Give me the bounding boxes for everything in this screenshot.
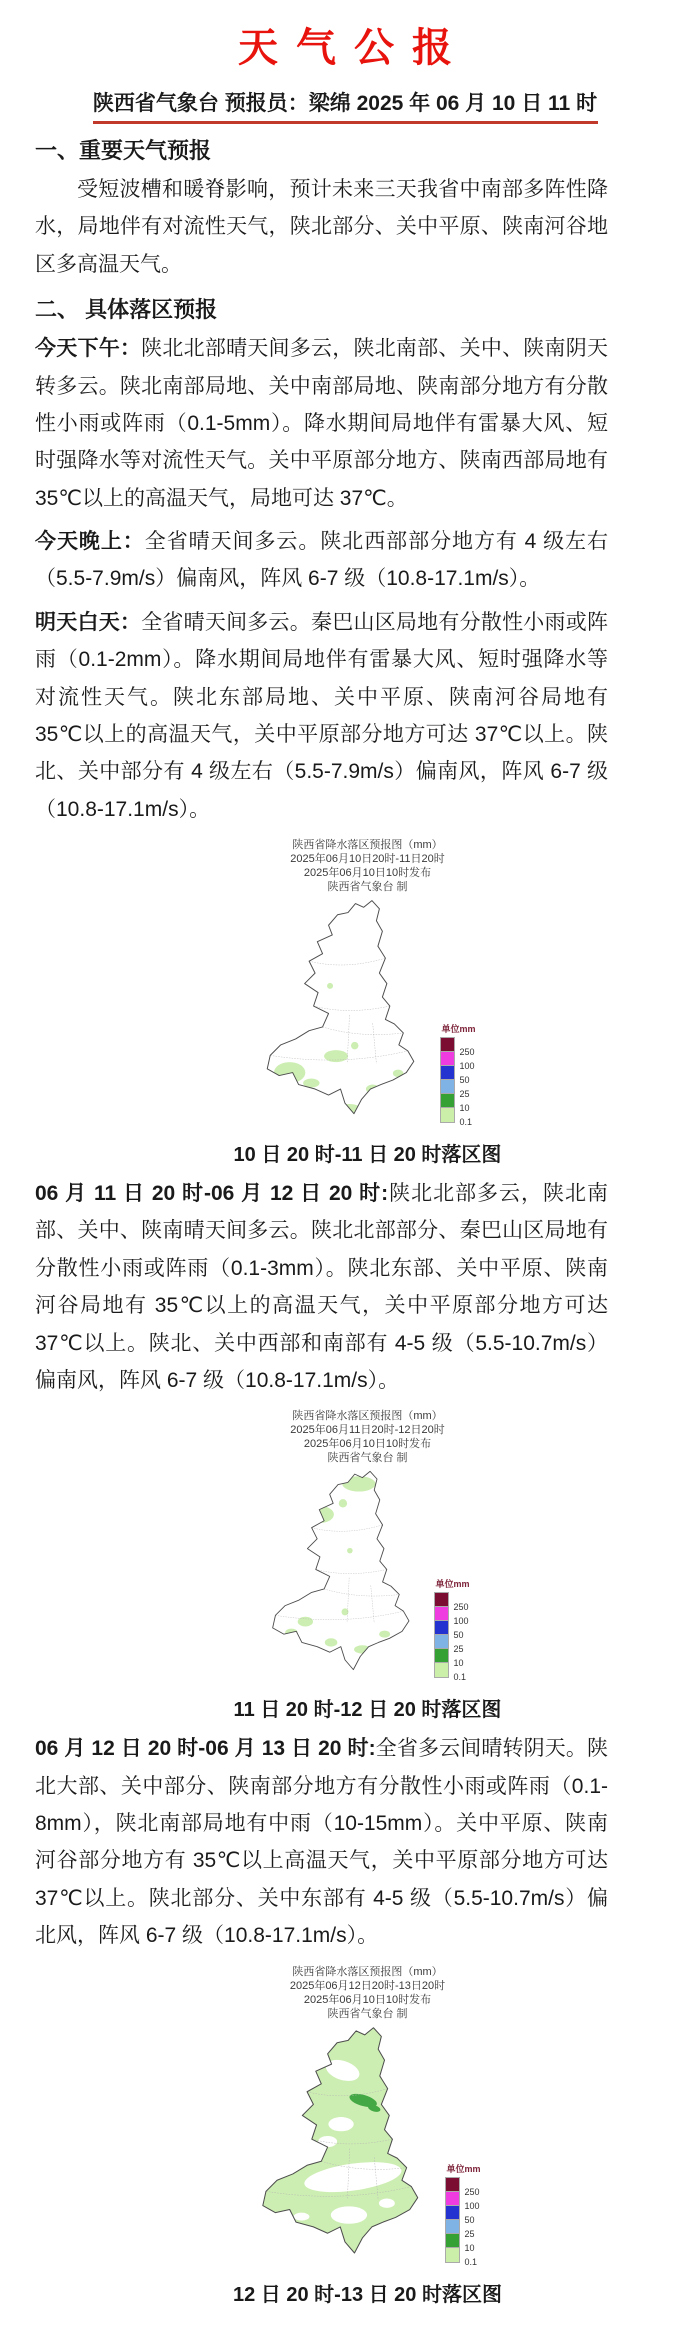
issuer-line: 陕西省气象台 预报员：梁绵 2025 年 06 月 10 日 11 时 xyxy=(92,92,598,115)
legend-value: 100 xyxy=(453,1616,469,1627)
forecast-text: 陕北北部多云，陕北南部、关中、陕南晴天间多云。陕北北部部分、秦巴山区局地有分散性小雨或阵雨（0.1-3mm）。陕北东部、关中平原、陕南河谷局地有 35℃以上的高温天气，关中平原部分地方可达 37℃以上。陕北、关中西部和南部有 4-5 级（5.5-10.7m/s）偏南风，阵风 6-7 级（10.8-17.1m/s）。 xyxy=(35,1182,608,1392)
map2-caption: 11 日 20 时-12 日 20 时落区图 xyxy=(233,1699,502,1722)
para-forecast-tonight xyxy=(35,523,608,598)
map3-title-block xyxy=(45,1965,690,2021)
map1-title-block xyxy=(45,838,690,894)
subtitle-underline xyxy=(93,87,598,124)
legend-swatch-250 xyxy=(446,2178,480,2197)
map-title-line: 2025年06月10日20时-11日20时 xyxy=(290,853,445,865)
precip-legend xyxy=(441,1022,476,1127)
section1-heading: 一、重要天气预报 xyxy=(35,138,212,163)
map-title-line: 陕西省气象台 制 xyxy=(327,1452,408,1465)
legend-swatch-50 xyxy=(446,2206,475,2225)
forecast-label: 明天白天： xyxy=(35,610,142,634)
document-body-2 xyxy=(0,1175,690,1399)
legend-value: 250 xyxy=(453,1602,469,1613)
legend-value: 100 xyxy=(459,1061,475,1071)
legend-swatch-250 xyxy=(441,1038,475,1057)
legend-value: 10 xyxy=(459,1103,470,1113)
page-title: 天气公报 xyxy=(238,26,470,70)
legend-value: 250 xyxy=(459,1047,475,1057)
forecast-label: 今天下午： xyxy=(35,337,142,361)
forecast-text: 陕北北部晴天间多云，陕北南部、关中、陕南阴天转多云。陕北南部局地、关中南部局地、陕南部分地方有分散性小雨或阵雨（0.1-5mm）。降水期间局地伴有雷暴大风、短时强降水等对流性天气。关中平原部分地方、陕南西部局地有 35℃以上的高温天气，局地可达 37℃。 xyxy=(35,337,609,510)
map-title-line: 2025年06月10日10时发布 xyxy=(303,1993,432,2006)
legend-swatch-100 xyxy=(446,2192,480,2211)
map-title-line: 2025年06月10日10时发布 xyxy=(303,867,432,879)
legend-swatch-50 xyxy=(441,1066,470,1085)
shaanxi-precip-map-2 xyxy=(265,1467,425,1683)
document-body-3 xyxy=(0,1730,690,1954)
legend-value: 25 xyxy=(464,2228,475,2239)
legend-value: 10 xyxy=(453,1658,464,1669)
map-title-line: 2025年06月12日20时-13日20时 xyxy=(289,1979,446,1992)
forecast-label: 06 月 12 日 20 时-06 月 13 日 20 时: xyxy=(35,1737,376,1761)
para-important-weather: 受短波槽和暖脊影响，预计未来三天我省中南部多阵性降水，局地伴有对流性天气，陕北部分、关中平原、陕南河谷地区多高温天气。 xyxy=(35,178,608,276)
map-title-line: 2025年06月10日10时发布 xyxy=(303,1438,432,1451)
precip-legend xyxy=(446,2162,481,2267)
legend-value: 0.1 xyxy=(464,2256,477,2267)
legend-value: 10 xyxy=(464,2242,475,2253)
precip-legend xyxy=(435,1577,470,1683)
forecast-text: 全省晴天间多云。秦巴山区局地有分散性小雨或阵雨（0.1-2mm）。降水期间局地伴有雷暴大风、短时强降水等对流性天气。陕北东部局地、关中平原、陕南河谷局地有 35℃以上的高温天气，关中平原部分地方可达 37℃以上。陕北、关中部分有 4 级左右（5.5-7.9m/s）偏南风，阵风 6-7 级（10.8-17.1m/s）。 xyxy=(35,610,609,821)
legend-swatch-250 xyxy=(435,1593,469,1613)
map1-caption: 10 日 20 时-11 日 20 时落区图 xyxy=(233,1144,502,1166)
precip-map-figure-3 xyxy=(0,1965,690,2307)
para-forecast-tomorrow xyxy=(35,604,608,828)
map-title-line: 陕西省气象台 制 xyxy=(327,2007,408,2020)
precip-map-figure-1 xyxy=(0,838,690,1167)
legend-swatch-50 xyxy=(435,1621,464,1641)
shaanxi-precip-map-3 xyxy=(254,2023,436,2268)
forecast-label: 今天晚上： xyxy=(35,530,145,553)
legend-value: 0.1 xyxy=(459,1117,472,1127)
legend-color-bar xyxy=(441,1038,475,1127)
forecast-label: 06 月 11 日 20 时-06 月 12 日 20 时: xyxy=(35,1182,389,1205)
legend-value: 100 xyxy=(464,2200,480,2211)
legend-swatch-10 xyxy=(446,2234,475,2253)
map-title-line: 2025年06月11日20时-12日20时 xyxy=(290,1424,445,1437)
map-title-line: 陕西省降水落区预报图（mm） xyxy=(292,1965,443,1978)
para-forecast-12-13 xyxy=(35,1730,608,1954)
shaanxi-precip-map-1 xyxy=(259,896,431,1128)
legend-value: 50 xyxy=(464,2214,475,2225)
map-title-line: 陕西省降水落区预报图（mm） xyxy=(292,1410,443,1423)
legend-value: 50 xyxy=(459,1075,470,1085)
legend-unit-label: 单位mm xyxy=(441,1024,476,1034)
para-forecast-11-12 xyxy=(35,1175,608,1399)
para-forecast-today-pm xyxy=(35,330,608,517)
map-title-line: 陕西省降水落区预报图（mm） xyxy=(292,839,443,851)
map-title-line: 陕西省气象台 制 xyxy=(327,881,408,893)
document-body xyxy=(0,134,690,828)
legend-value: 50 xyxy=(453,1630,464,1641)
forecast-text: 全省晴天间多云。陕北西部部分地方有 4 级左右（5.5-7.9m/s）偏南风，阵风 6-7 级（10.8-17.1m/s）。 xyxy=(35,530,608,591)
legend-unit-label: 单位mm xyxy=(435,1579,470,1590)
map3-caption: 12 日 20 时-13 日 20 时落区图 xyxy=(233,2283,502,2306)
legend-swatch-0.1 xyxy=(446,2248,477,2267)
legend-value: 250 xyxy=(464,2186,480,2197)
legend-unit-label: 单位mm xyxy=(446,2163,481,2174)
legend-swatch-25 xyxy=(446,2220,475,2239)
legend-color-bar xyxy=(446,2178,480,2267)
map2-title-block xyxy=(45,1409,690,1465)
forecast-text: 全省多云间晴转阴天。陕北大部、关中部分、陕南部分地方有分散性小雨或阵雨（0.1-8mm），陕北南部局地有中雨（10-15mm）。关中平原、陕南河谷部分地方有 35℃以上高温天气，关中平原部分地方可达 37℃以上。陕北部分、关中东部有 4-5 级（5.5-10.7m/s）偏北风，阵风 6-7 级（10.8-17.1m/s）。 xyxy=(35,1737,609,1948)
legend-value: 25 xyxy=(453,1644,464,1655)
legend-value: 25 xyxy=(459,1089,470,1099)
legend-color-bar xyxy=(435,1593,469,1683)
legend-value: 0.1 xyxy=(453,1672,466,1683)
section2-heading: 二、 具体落区预报 xyxy=(35,297,218,323)
precip-map-figure-2 xyxy=(0,1409,690,1722)
